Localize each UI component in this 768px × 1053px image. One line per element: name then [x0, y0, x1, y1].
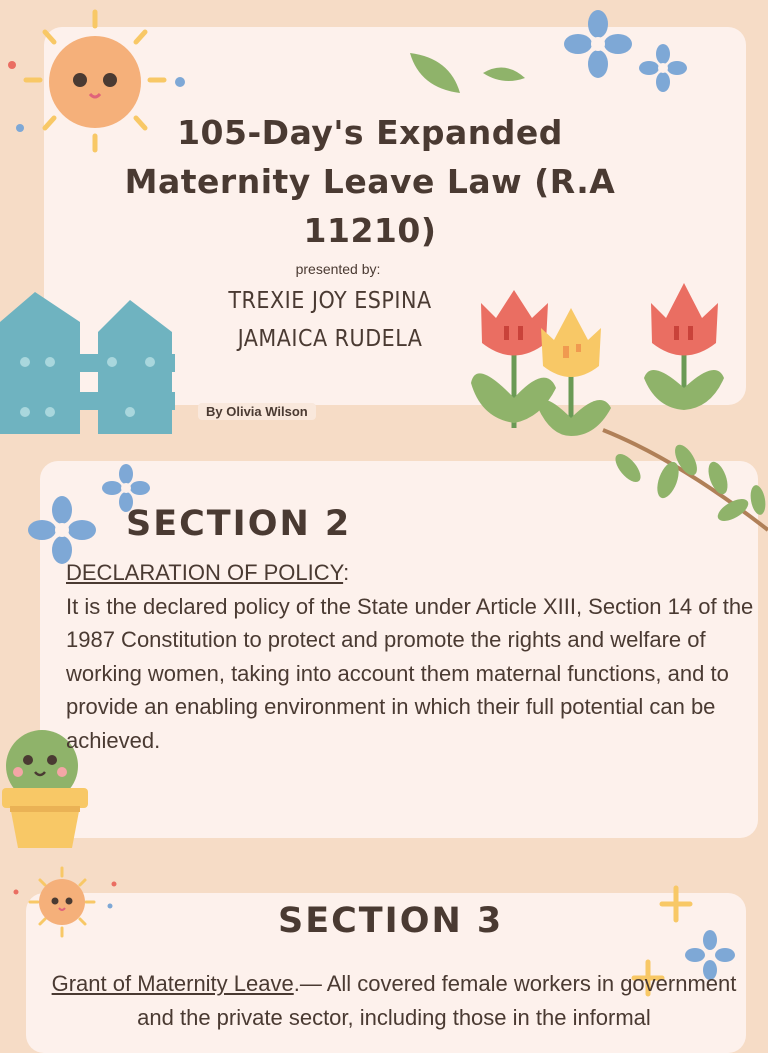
- section3-heading: SECTION 3: [278, 901, 504, 941]
- sun-icon: [10, 866, 120, 946]
- leaf-icon: [598, 430, 768, 550]
- byline: By Olivia Wilson: [198, 403, 316, 420]
- presenter-name: TREXIE JOY ESPINA: [228, 288, 432, 314]
- section3-subheading: Grant of Maternity Leave: [51, 971, 294, 996]
- section2-body: [66, 556, 756, 757]
- leaf-icon: [405, 48, 535, 98]
- page-title: 105-Day's Expanded Maternity Leave Law (R.A 11210): [124, 113, 616, 250]
- tulip-icon: [466, 278, 736, 438]
- fence-icon: [0, 292, 175, 434]
- section3-paragraph: .— All covered female workers in government and the private sector, including those in the informal: [137, 971, 737, 1030]
- flower-icon: [568, 12, 698, 97]
- section2-heading: SECTION 2: [126, 504, 352, 544]
- presented-label: presented by:: [295, 261, 381, 277]
- section2-paragraph: It is the declared policy of the State under Article XIII, Section 14 of the 1987 Constitution to protect and promote the rights and welfare of working women, taking into account them maternal functions, and to provide an enabling environment in which their full potential can be achieved.: [66, 593, 754, 753]
- presenter-name: JAMAICA RUDELA: [237, 326, 423, 352]
- section2-colon: :: [343, 560, 350, 585]
- section2-subheading: DECLARATION OF POLICY: [66, 560, 344, 585]
